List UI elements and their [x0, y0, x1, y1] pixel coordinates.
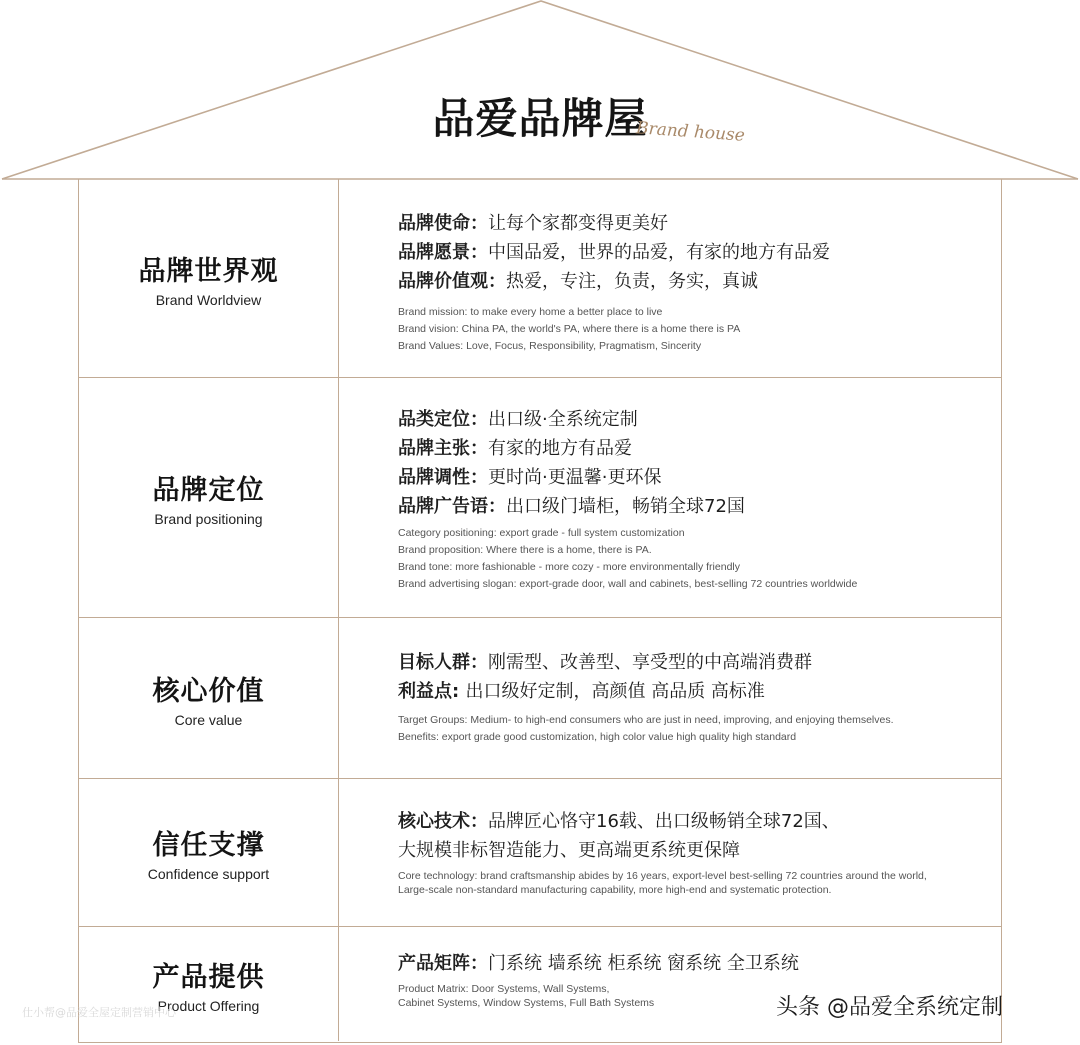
english-line: Brand vision: China PA, the world's PA, where there is a home there is PA — [398, 323, 741, 335]
line-key: 品牌使命： — [398, 213, 488, 234]
english-notes — [398, 304, 1001, 355]
line-key: 品牌价值观： — [398, 271, 506, 292]
english-line: Product Matrix: Door Systems, Wall Systems, — [398, 983, 610, 995]
content-line — [398, 405, 1001, 434]
content-line — [398, 209, 1001, 238]
row-label-en: Brand positioning — [154, 511, 263, 527]
line-key: 核心技术： — [398, 811, 488, 832]
line-text: 中国品爱，世界的品爱，有家的地方有品爱 — [488, 242, 830, 263]
english-line: Brand tone: more fashionable - more cozy - more environmentally friendly — [398, 561, 740, 573]
line-text: 门系统 墙系统 柜系统 窗系统 全卫系统 — [488, 953, 799, 974]
row-label-cn: 核心价值 — [152, 675, 265, 707]
row-label-cn: 品牌世界观 — [138, 255, 279, 287]
row-label-cn: 信任支撑 — [152, 830, 265, 861]
line-key: 利益点: — [398, 681, 466, 702]
house-body — [78, 179, 1002, 1043]
content-line — [398, 677, 1001, 706]
english-line: Brand Values: Love, Focus, Responsibility, Pragmatism, Sincerity — [398, 340, 702, 352]
line-key: 产品矩阵： — [398, 953, 488, 974]
english-line: Brand advertising slogan: export-grade door, wall and cabinets, best-selling 72 countries worldwide — [398, 578, 858, 590]
english-line: Target Groups: Medium- to high-end consumers who are just in need, improving, and enjoying themselves. — [398, 714, 894, 726]
row-label-cn: 品牌定位 — [152, 475, 265, 506]
english-line: Large-scale non-standard manufacturing capability, more high-end and systematic protection. — [398, 884, 832, 896]
row-confidence-support — [79, 779, 1001, 927]
row-label-en: Confidence support — [147, 866, 270, 882]
row-label — [79, 618, 339, 778]
row-label — [79, 927, 339, 1041]
source-credit: 仕小帮@品爱全屋定制营销中心 — [22, 1006, 176, 1019]
line-key: 品类定位： — [398, 409, 488, 430]
line-key: 品牌广告语： — [398, 496, 506, 517]
row-label-en: Brand Worldview — [155, 291, 262, 308]
row-content — [398, 927, 1001, 1041]
line-text: 更时尚·更温馨·更环保 — [488, 467, 662, 488]
line-text: 让每个家都变得更美好 — [488, 213, 668, 234]
row-product-offering — [79, 927, 1001, 1041]
line-text: 热爱，专注，负责，务实，真诚 — [506, 271, 758, 292]
english-line: Brand proposition: Where there is a home, there is PA. — [398, 544, 652, 556]
row-label — [79, 378, 339, 617]
line-text: 有家的地方有品爱 — [488, 438, 632, 459]
line-text: 刚需型、改善型、享受型的中高端消费群 — [488, 652, 812, 673]
row-content — [398, 378, 1001, 617]
line-key: 品牌主张： — [398, 438, 488, 459]
content-line — [398, 807, 1001, 836]
content-line — [398, 836, 1001, 865]
row-label-en: Core value — [174, 711, 243, 728]
row-brand-positioning — [79, 378, 1001, 618]
row-core-value — [79, 618, 1001, 779]
english-line: Core technology: brand craftsmanship abides by 16 years, export-level best-selling 72 countries around the world, — [398, 870, 927, 882]
english-line: Cabinet Systems, Window Systems, Full Bath Systems — [398, 997, 655, 1009]
content-line — [398, 238, 1001, 267]
row-label-cn: 产品提供 — [152, 961, 265, 993]
row-brand-worldview — [79, 179, 1001, 378]
content-line — [398, 648, 1001, 677]
content-line — [398, 434, 1001, 463]
row-content — [398, 618, 1001, 778]
english-line: Benefits: export grade good customization, high color value high quality high standard — [398, 731, 797, 743]
english-line: Category positioning: export grade - full system customization — [398, 527, 685, 539]
page-title: 品爱品牌屋 — [432, 94, 648, 143]
content-line — [398, 492, 1001, 521]
content-line — [398, 949, 1001, 978]
english-line: Brand mission: to make every home a better place to live — [398, 306, 663, 318]
line-text: 出口级·全系统定制 — [488, 409, 638, 430]
line-key: 品牌调性： — [398, 467, 488, 488]
line-key: 目标人群： — [398, 652, 488, 673]
content-line — [398, 267, 1001, 296]
line-text: 品牌匠心恪守16载、出口级畅销全球72国、 — [488, 811, 840, 832]
row-label-en: Product Offering — [157, 997, 260, 1014]
row-label — [79, 179, 339, 377]
row-content — [398, 179, 1001, 377]
english-notes — [398, 869, 1001, 897]
line-key: 品牌愿景： — [398, 242, 488, 263]
watermark: 头条 @品爱全系统定制 — [776, 995, 1003, 1020]
line-text: 出口级门墙柜，畅销全球72国 — [506, 496, 745, 517]
row-content — [398, 779, 1001, 926]
content-line — [398, 463, 1001, 492]
line-text: 出口级好定制，高颜值 高品质 高标准 — [465, 681, 765, 702]
title-script: Brand house — [635, 118, 746, 146]
english-notes — [398, 525, 1001, 593]
english-notes — [398, 712, 1001, 746]
line-text: 大规模非标智造能力、更高端更系统更保障 — [398, 840, 740, 861]
row-label — [79, 779, 339, 926]
